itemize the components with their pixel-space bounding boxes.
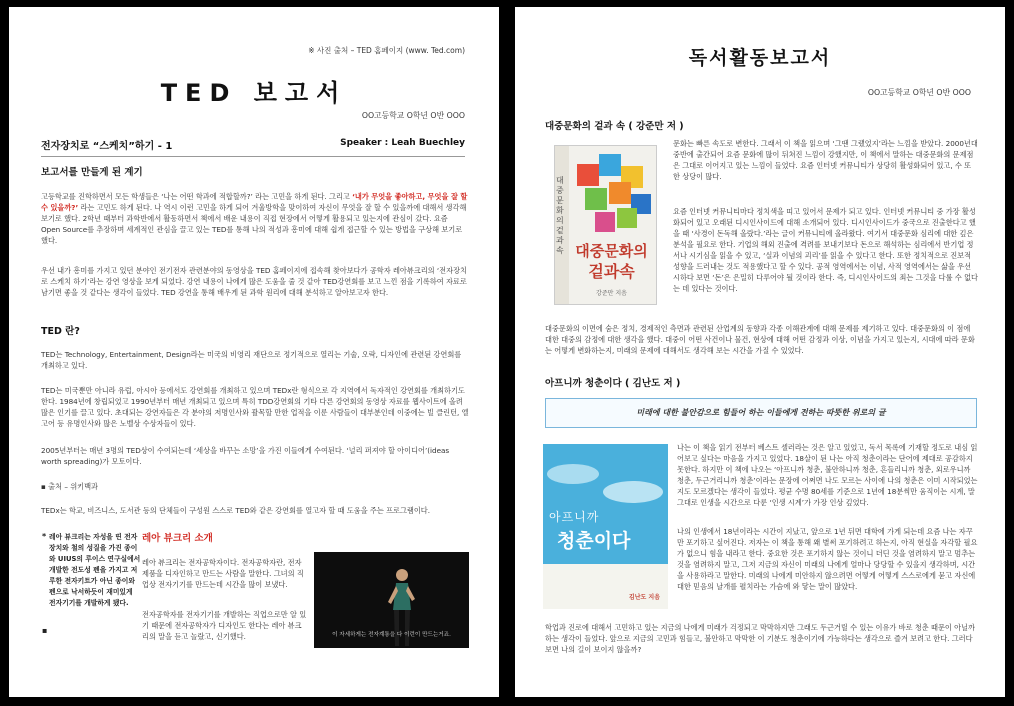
leah-intro-paragraph-2: 전자공학자를 전자기기를 개발하는 직업으로만 알 있기 때문에 전자공학자가 디자인도 한다는 레아 뷰크리의 말을 듣고 놀랐고, 신기했다. — [142, 610, 307, 641]
highlight-question: ‘내가 무엇을 좋아하고, 무엇을 잘 할 수 있을까?’ — [41, 192, 468, 212]
book1-cover-spine: 대중문화의 겉과속 — [556, 176, 564, 255]
section-heading-motivation: 보고서를 만들게 된 계기 — [41, 167, 143, 178]
book1-heading: 대중문화의 겉과 속 ( 강준만 저 ) — [545, 121, 684, 132]
book1-paragraph-2: 요즘 인터넷 커뮤니티마다 정치색을 띠고 있어서 문제가 되고 있다. 인터넷 커뮤니티 중 가장 활성화되어 있고 오래된 디시인사이드에 대해 소개되어 있다. 디시인사이드가 중국으로 진출한다고 했을 때 ‘사경이 돈독해 올랐다.’라는 글이 커뮤니티에 올라왔다. 여기서 대중문화 심리에 대한 깊은 분석을 필요로 한다. 기업의 해외 진출에 격려를 보내기보다 돈으로 해석하는 심리에서 반기업 정서나 시기심을 읽을 수 있고, ‘실과 이념의 괴리’를 읽을 수 있다고 한다. 또한 정치적으로 진보적 성향을 드러내는 것도 적용했다고 할 수 있다. 공적 영역에서는 이념, 사적 영역에서는 삶을 우선시하다 보면 ‘돈’은 은밀히 다루어야 될 것이라 한다. 즉, 디시인사이드의 죄는 그것을 다룰 수 없다는 데 있다는 것이다. — [673, 207, 978, 293]
book2-quote-banner: 미래에 대한 불안감으로 힘들어 하는 이들에게 전하는 따뜻한 위로의 글 — [545, 398, 977, 428]
book1-paragraph-1: 문화는 빠른 속도로 변한다. 그래서 이 책을 읽으며 ‘그땐 그랬었지’라는 느낌을 받았다. 2000년대 중반에 출간되어 요즘 문화에 많이 뒤쳐진 느낌이 강했지만, 이 책에서 말하는 대중문화의 문제점은 그대로 이어지고 있는 느낌이 들었다. 요즘 인터넷 커뮤니티가 상당히 활성화되어 있고, 수 또한 상당이 많다. — [673, 139, 978, 181]
student-info: OO고등학교 O학년 O반 OOO — [867, 88, 971, 97]
book1-cover-image — [554, 145, 657, 305]
side-note-end-bullet: ▪ — [42, 626, 48, 635]
motivation-paragraph-2: 우선 내가 흥미를 가지고 있던 분야인 전기전자 관련분야의 동영상을 TED 홈페이지에 접속해 찾아보다가 공학자 레아뷰크리의 ‘전자장치로 스케치 하기’라는 강연 영상을 보게 되었다. 강연 내용이 나에게 많은 도움을 줄 것 같아 TED강연회를 보고 느낀 점을 기록하여 자료로 남기면 좋을 것 같다는 생각이 들었다. TED 강연을 통해 배우게 된 과학 원리에 대해 분석하고 알아보고자 한다. — [41, 266, 467, 297]
book2-cover-title-1: 아프니까 — [549, 510, 600, 524]
side-note: 레아 뷰크리는 자성을 띤 전자장치와 철의 성질을 가진 종이와 UIUS의 루이스 연구실에서 개발한 전도성 펜을 가지고 저루한 전자키트가 아닌 종이와 펜으로 낙서하듯이 재미있게 전자기기를 개발하게 됐다. — [49, 533, 141, 607]
motivation-paragraph-1: 고등학교를 진학하면서 모든 학생들은 ‘나는 어떤 학과에 적합할까?’ 라는 고민을 하게 된다. 그리고 ‘내가 무엇을 좋아하고, 무엇을 잘 할 수 있을까?’ 라는 고민도 하게 된다. 나 역시 이런 고민을 하게 되어 겨울방학을 맞이하여 자신이 무엇을 잘 할 수 있을까에 대해서 생각해 보기로 했다. 2학년 때부터 과학반에서 활동하면서 책에서 배운 내용이 직접 현장에서 어떻게 활용되고 있는지에 관심이 갔다. 요즘 Open Source를 추장하며 세계적인 관심을 끌고 있는 TED를 통해 나의 적성과 흥미에 대해 쉽게 접근할 수 있는 방법을 구상해 보기로 했다. — [41, 192, 468, 245]
ted-paragraph-3: 2005년부터는 매년 3명의 TED상이 수여되는데 ‘세상을 바꾸는 소망’을 가진 이들에게 수여된다. ‘널리 퍼져야 할 아이디어’(ideas worth spreading)가 모토이다. — [41, 446, 450, 466]
reading-report-page — [515, 7, 1005, 697]
book1-paragraph-3: 대중문화의 이면에 숨은 정치, 경제적인 측면과 관련된 산업계의 동향과 각종 이해관계에 대해 문제를 제기하고 있다. 대중문화의 이 점에 대한 대중의 감정에 대한 생각을 했다. 대중이 어떤 사건이나 물건, 현상에 대해 어떤 감정과 이상, 이념을 가지고 있는지, 시대에 따라 문화는 어떻게 변화하는지, 미래의 문제에 대해서도 생각해 보는 시간을 가질 수 있었다. — [545, 324, 975, 355]
video-subtitle: 이 자세하게는 전자계통을 다 이런이 만드는거죠. — [332, 632, 451, 638]
ted-source: ▪ 출처 – 위키백과 — [41, 482, 98, 491]
talk-title: 전자장치로 “스케치”하기 - 1 — [41, 141, 173, 152]
book2-cover-author: 김난도 지음 — [628, 594, 660, 601]
ted-paragraph-1: TED는 Technology, Entertainment, Design라는 미국의 비영리 재단으로 정기적으로 열리는 기술, 오락, 디자인에 관련된 강연회를 개최하고 있다. — [41, 350, 462, 370]
leah-intro-paragraph-1: 레아 뷰크리는 전자공학자이다. 전자공학자란, 전자제품을 디자인하고 만드는 사람을 말한다. 그녀의 직업상 전자기기를 만드는데 시간을 많이 보냈다. — [142, 558, 304, 589]
page-title: 독서활동보고서 — [688, 47, 832, 69]
book2-paragraph-1: 나는 이 책을 읽기 전부터 베스트 셀러라는 것은 알고 있었고, 독서 목록에 기재할 정도로 내심 읽어보고 싶다는 마음을 가지고 있었다. 18살이 된 나는 아직 청춘이라는 단어에 제대로 공감하지 못한다. 하지만 이 책에 나오는 ‘아프니까 청춘, 불안하니까 청춘, 흔들리니까 청춘, 외로우니까 청춘, 두근거리니까 청춘’이라는 문장에 어쩌면 나도 모르는 사이에 나의 청춘은 이미 시작되었는지도 모르겠다는 생각이 들었다. 평균 수명 80세를 기준으로 1년에 18분씩만 움직이는 시계, 말 그대로 인생을 시간으로 다룬 ‘인생 시계’가 가장 인상 깊었다. — [677, 443, 978, 507]
speaker-name: Speaker : Leah Buechley — [340, 138, 465, 148]
book1-cover-author: 강준만 지음 — [596, 290, 627, 297]
book2-paragraph-2: 나의 인생에서 18년이라는 시간이 지났고, 앞으로 1년 뒤면 대학에 가게 되는데 요즘 나는 자꾸만 포기하고 싶어진다. 저자는 이 책을 통해 왜 별써 포기하려고 하는지, 아직 현실을 자각할 필요가 없으니 힘을 내라고 한다. 중요한 것은 포기하지 않는 것이니 더딘 것을 염려하지 말고 멈추는 것을 염려하지 말고, 그저 지금의 자신이 미래의 나에게 얼마나 당당할 수 있을지 생각하며, 시간을 사용하라고 말한다. 미래의 나에게 미안하지 않으려면 어떻게 어떻게 스스로에게 묻고 자신에 대한 믿음의 날개를 펼치라는 가슴에 와 닿는 말이 많았다. — [677, 527, 978, 591]
book2-cover-title-2: 청춘이다 — [557, 530, 631, 552]
section-heading-what-is-ted: TED 란? — [41, 326, 80, 337]
ted-report-page — [9, 7, 499, 697]
book2-cover-image — [543, 444, 668, 609]
ted-talk-video-still — [314, 552, 469, 648]
side-note-bullet: * — [42, 532, 47, 541]
book1-cover-title-2: 겉과속 — [588, 262, 635, 281]
book2-heading: 아프니까 청춘이다 ( 김난도 저 ) — [545, 378, 681, 389]
page-title: TED 보고서 — [160, 79, 348, 107]
ted-paragraph-4: TEDx는 학교, 비즈니스, 도서관 등의 단체들이 구성원 스스로 TED와 같은 강연회를 열고자 할 때 도움을 주는 프로그램이다. — [41, 506, 431, 515]
book2-paragraph-3: 학업과 진로에 대해서 고민하고 있는 지금의 나에게 미래가 걱정되고 막막하지만 그래도 두근거릴 수 있는 이유가 바로 청춘 때문이 아닐까 하는 생각이 들었다. 앞으로 지금의 고민과 힘들고, 불안하고 막막한 이 기분도 청춘이기에 가능하다는 생각으로 즐겨 보려고 한다. 그러다 보면 나의 길이 보이지 않을까? — [545, 623, 975, 654]
ted-paragraph-2: TED는 미국뿐만 아니라 유럽, 아시아 등에서도 강연회를 개최하고 있으며 TEDx란 형식으로 각 지역에서 독자적인 강연회를 개최하기도 한다. 1984년에 창립되었고 1990년부터 매년 개최되고 있으며 특히 TDD강연회의 기타 다른 강연회의 동영상 자료를 웹사이트에 올려 많은 인기를 끌고 있다. 초대되는 강연자들은 각 분야의 저명인사와 괄목할 만한 업적을 이룬 사람들이 대부분인데 이중에는 빌 클린턴, 엘 고어 등 유명인사와 많은 노벨상 수상자들이 있다. — [41, 386, 469, 428]
student-info: OO고등학교 O학년 O반 OOO — [361, 111, 465, 120]
book1-cover-title-1: 대중문화의 — [575, 242, 648, 260]
section-heading-leah-intro: 레아 뷰크리 소개 — [142, 533, 213, 544]
photo-source-note: ※ 사진 출처 – TED 홈페이지 (www. Ted.com) — [308, 46, 465, 55]
divider — [41, 156, 465, 157]
